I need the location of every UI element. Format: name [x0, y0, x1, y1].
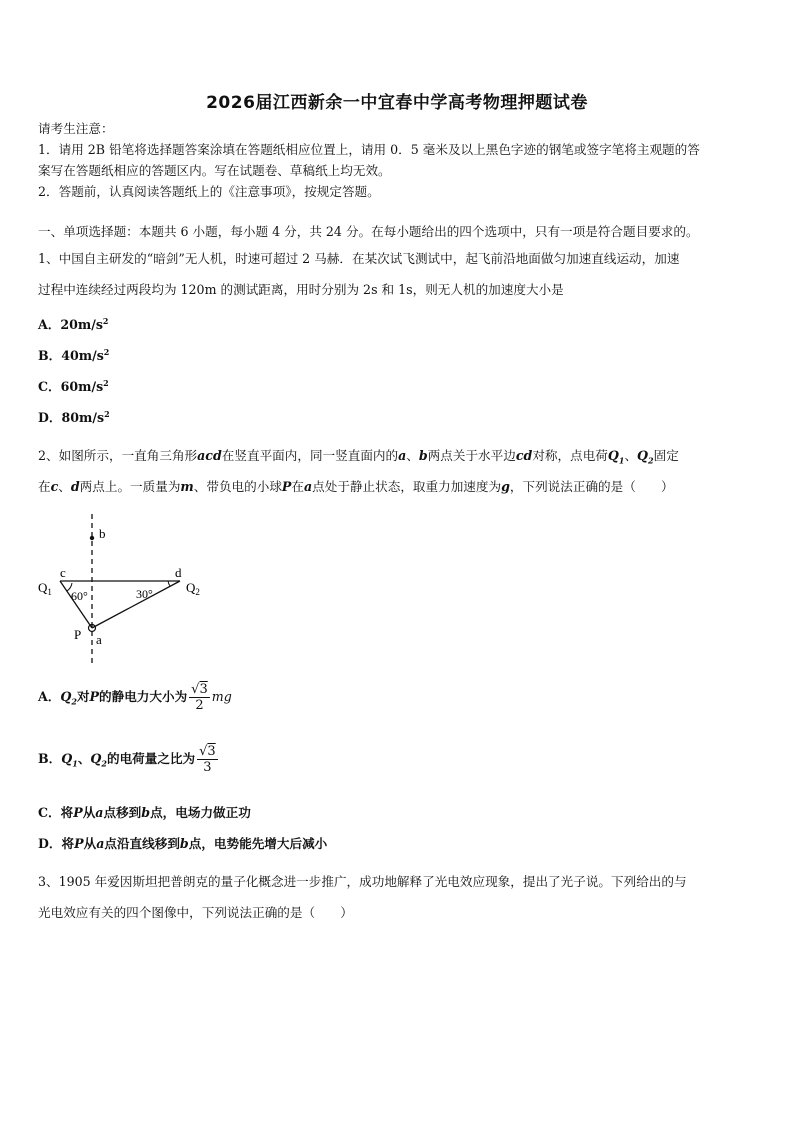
q2-option-c-p: P	[73, 805, 83, 820]
q2-option-c-text: 点移到	[103, 805, 142, 820]
ball-p-label: P	[74, 627, 82, 642]
notice-heading: 请考生注意：	[38, 121, 114, 136]
charge-q2-label	[186, 580, 200, 597]
q2-text: 点处于静止状态，取重力加速度为	[312, 479, 502, 494]
q2-var-a: a	[398, 448, 407, 463]
q2-option-a-label: A．	[38, 689, 61, 704]
point-a-label: a	[96, 632, 102, 647]
q2-text: 、	[624, 448, 638, 463]
charge-q2-sub: 2	[195, 587, 200, 597]
q2-text: 两点上。一质量为	[79, 479, 181, 494]
fraction-denominator: 3	[203, 760, 212, 775]
charge-q1-label	[38, 580, 52, 597]
q2-option-a-text: 的静电力大小为	[99, 689, 188, 704]
q2-text: 在竖直平面内，同一竖直面内的	[221, 448, 399, 463]
q2-text: ，下列说法正确的是（ ）	[509, 479, 674, 494]
charge-q1-letter: Q	[38, 580, 48, 595]
q1-option-d-value: 80m/s	[61, 410, 105, 425]
q2-text: 在	[38, 479, 51, 494]
q2-var-q2: Q	[637, 448, 649, 463]
q2-text: 、带负电的小球	[193, 479, 282, 494]
q1-option-a	[38, 314, 109, 333]
q2-option-d-text: 点沿直线移到	[104, 836, 180, 851]
fraction-denominator: 2	[195, 698, 204, 713]
q2-var-acd: acd	[197, 448, 222, 463]
q1-option-b	[38, 345, 109, 364]
q1-option-a-label: A．	[38, 317, 61, 332]
angle-d-arc	[168, 581, 170, 586]
point-b-label: b	[99, 526, 106, 541]
fraction-numerator: √3	[199, 744, 216, 759]
q3-stem-line-2: 光电效应有关的四个图像中，下列说法正确的是（ ）	[38, 905, 353, 920]
q2-text: 2、如图所示，一直角三角形	[38, 448, 198, 463]
point-c-label: c	[60, 565, 66, 580]
q2-option-b	[38, 744, 220, 775]
q2-option-c-label: C．将	[38, 805, 74, 820]
q2-option-c-text: 点，电场力做正功	[150, 805, 251, 820]
q1-option-b-value: 40m/s	[61, 348, 104, 363]
fraction-radicand: 3	[199, 682, 208, 697]
q2-text: 、	[58, 479, 71, 494]
q2-var-q1: Q	[607, 448, 619, 463]
q2-option-c-b: b	[141, 805, 151, 820]
q2-var-p: P	[281, 479, 292, 494]
q1-option-d	[38, 407, 110, 426]
q2-option-d-b: b	[179, 836, 189, 851]
q1-option-c-exp: 2	[103, 377, 109, 388]
q2-option-b-label: B．	[38, 751, 62, 766]
q2-option-d-text: 从	[83, 836, 97, 851]
q2-triangle-figure	[36, 510, 226, 670]
q2-stem-line-2	[38, 479, 674, 495]
q2-option-b-q1-sub: 1	[72, 758, 78, 769]
q2-var-cd: cd	[515, 448, 533, 463]
q2-option-a-q: Q	[60, 689, 72, 704]
q2-text: 在	[291, 479, 304, 494]
fraction-radicand: 3	[207, 744, 216, 759]
q2-option-a-mg: mg	[211, 689, 232, 704]
q2-option-d-label: D．将	[38, 836, 75, 851]
q2-var-d: d	[70, 479, 80, 494]
q1-option-c-label: C．	[38, 379, 61, 394]
q3-stem-line-1: 3、1905 年爱因斯坦把普朗克的量子化概念进一步推广，成功地解释了光电效应现象，提出了光子说。下列给出的与	[38, 874, 687, 889]
q2-option-b-q2-sub: 2	[101, 758, 107, 769]
q2-option-d-p: P	[74, 836, 84, 851]
notice-item-1-line-2: 案写在答题纸相应的答题区内。写在试题卷、草稿纸上均无效。	[38, 163, 391, 178]
q2-option-a-fraction	[189, 682, 210, 713]
angle-c-label: 60°	[71, 589, 88, 603]
q1-option-a-exp: 2	[102, 315, 109, 326]
q2-option-b-text: 、	[77, 751, 91, 766]
q1-option-b-label: B．	[38, 348, 62, 363]
q1-option-a-value: 20m/s	[60, 317, 103, 332]
q2-option-b-q1: Q	[61, 751, 73, 766]
page-title: 2026届江西新余一中宜春中学高考物理押题试卷	[206, 93, 588, 113]
q2-stem-line-1	[38, 448, 679, 464]
q2-option-d-a: a	[96, 836, 105, 851]
q2-var-g: g	[501, 479, 510, 494]
q2-option-c-a: a	[95, 805, 104, 820]
q1-stem-line-2: 过程中连续经过两段均为 120m 的测试距离，用时分别为 2s 和 1s，则无人机的加速度大小是	[38, 282, 564, 297]
q2-var-m: m	[180, 479, 194, 494]
q1-option-c-value: 60m/s	[60, 379, 104, 394]
q2-option-a	[38, 682, 232, 713]
q1-option-c	[38, 376, 109, 395]
q2-option-d	[38, 833, 327, 852]
q2-option-c-text: 从	[82, 805, 96, 820]
notice-item-2: 2．答题前，认真阅读答题纸上的《注意事项》，按规定答题。	[38, 184, 380, 199]
point-b-dot	[90, 536, 94, 540]
q1-option-d-exp: 2	[104, 408, 110, 419]
q2-var-c: c	[50, 479, 59, 494]
q2-var-a: a	[303, 479, 313, 494]
fraction-numerator: √3	[191, 682, 208, 697]
q2-option-a-text: 对	[76, 689, 90, 704]
q2-text: 固定	[653, 448, 679, 463]
q2-text: 对称，点电荷	[532, 448, 608, 463]
q2-option-c	[38, 802, 251, 821]
q2-text: 、	[406, 448, 419, 463]
q2-option-b-text: 的电荷量之比为	[106, 751, 196, 766]
q1-stem-line-1: 1、中国自主研发的“暗剑”无人机，时速可超过 2 马赫．在某次试飞测试中，起飞前沿地面做匀加速直线运动，加速	[38, 251, 680, 266]
charge-q2-letter: Q	[186, 580, 196, 595]
notice-item-1-line-1: 1．请用 2B 铅笔将选择题答案涂填在答题纸相应位置上，请用 0．5 毫米及以上黑色字迹的钢笔或签字笔将主观题的答	[38, 142, 700, 157]
q1-option-d-label: D．	[38, 410, 62, 425]
point-d-label: d	[175, 565, 182, 580]
q2-option-b-fraction	[197, 744, 218, 775]
q2-option-b-q2: Q	[90, 751, 102, 766]
section-1-heading: 一、单项选择题：本题共 6 小题，每小题 4 分，共 24 分。在每小题给出的四个选项中，只有一项是符合题目要求的。	[38, 224, 699, 239]
q2-var-q1-sub: 1	[618, 455, 625, 466]
q2-var-b: b	[418, 448, 428, 463]
q2-option-a-q-sub: 2	[71, 696, 77, 707]
q2-var-q2-sub: 2	[648, 455, 654, 466]
q2-option-d-text: 点，电势能先增大后减小	[188, 836, 328, 851]
q2-option-a-p: P	[89, 689, 100, 704]
charge-q1-sub: 1	[47, 587, 52, 597]
q2-text: 两点关于水平边	[427, 448, 516, 463]
angle-d-label: 30°	[136, 587, 153, 601]
q1-option-b-exp: 2	[103, 346, 110, 357]
